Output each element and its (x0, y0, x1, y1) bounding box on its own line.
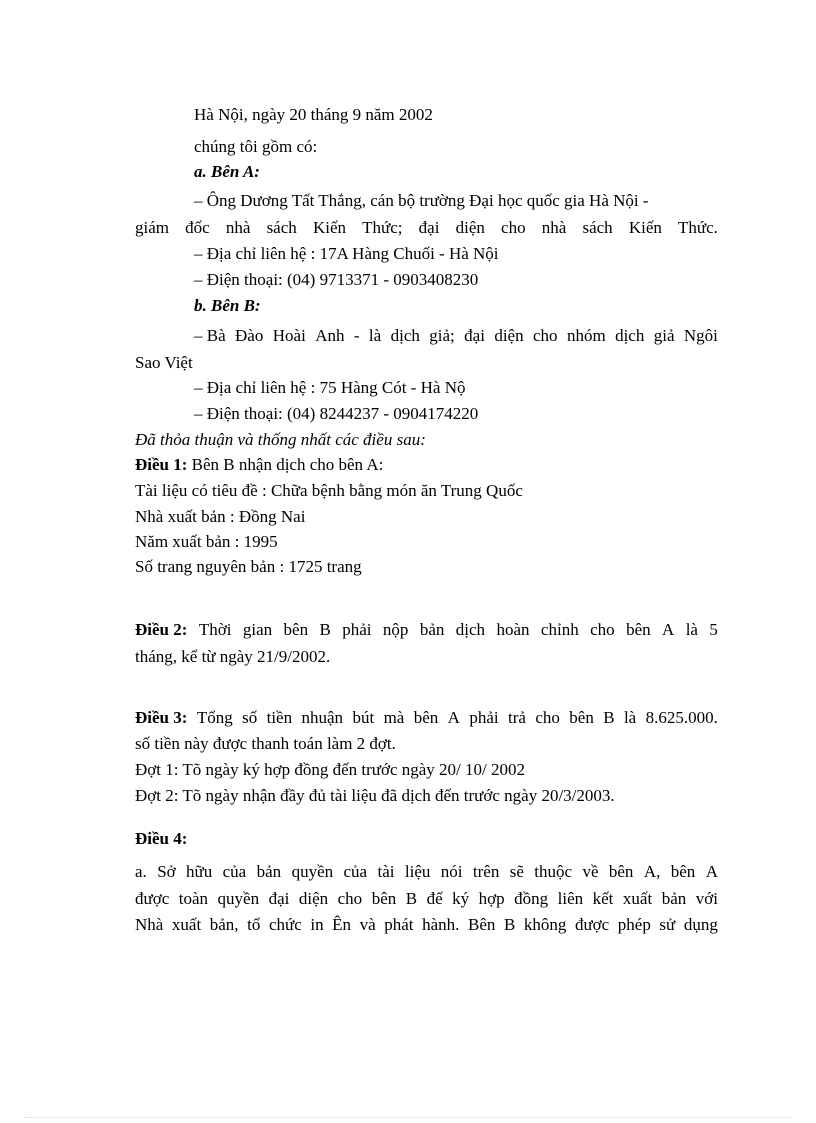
word: trả (508, 708, 526, 727)
article3-line2: số tiền này được thanh toán làm 2 đợt. (135, 734, 396, 753)
article1-publisher-line: Nhà xuất bản : Đồng Nai (135, 507, 306, 526)
word: tài (377, 862, 395, 881)
article2-line2: tháng, kể từ ngày 21/9/2002. (135, 647, 331, 666)
word: bản (419, 620, 445, 639)
word: nhuận (301, 708, 344, 727)
party-b-address: – Địa chỉ liên hệ : 75 Hàng Cót - Hà Nộ (194, 378, 466, 397)
word: 5 (709, 620, 718, 639)
word: cho (535, 708, 560, 727)
article3-installment1: Đợt 1: Tõ ngày ký hợp đồng đến trước ngày 20/ 10/ 2002 (135, 760, 525, 779)
word: A (447, 708, 460, 727)
party-a-address: – Địa chỉ liên hệ : 17A Hàng Chuối - Hà Nội (194, 244, 499, 263)
party-a-rep-text: – Ông Dương Tất Thắng, cán bộ trường Đại học quốc gia Hà Nội - (194, 191, 649, 210)
word: xuất (622, 889, 653, 908)
word: của (222, 862, 247, 881)
word: hữu (186, 862, 213, 881)
word: nhóm (566, 326, 606, 345)
party-a-heading: a. Bên A: (194, 162, 260, 181)
word: đại (418, 218, 440, 237)
party-b-phone: – Điện thoại: (04) 8244237 - 0904174220 (194, 404, 479, 423)
word: - (353, 326, 360, 345)
article1-label: Điều 1: (135, 455, 188, 474)
word: nộp (382, 620, 409, 639)
article1-year-line: Năm xuất bản : 1995 (135, 532, 278, 551)
article3-installment2: Đợt 2: Tõ ngày nhận đầy đủ tài liệu đã dịch đến trước ngày 20/3/2003. (135, 786, 615, 805)
word: là (368, 326, 382, 345)
word: B (603, 708, 615, 727)
word: sẽ (509, 862, 524, 881)
word: B (405, 889, 418, 908)
article4-label: Điều 4: (135, 829, 188, 848)
word: xuất (171, 915, 202, 934)
date-line: Hà Nội, ngày 20 tháng 9 năm 2002 (194, 105, 433, 124)
word: đốc (185, 218, 210, 237)
word: mà (383, 708, 405, 727)
word: về (582, 862, 599, 881)
word: cho (337, 889, 363, 908)
word: dịch (615, 326, 645, 345)
word: Thức. (678, 218, 718, 237)
party-b-rep-line1 (194, 326, 718, 346)
word: đại (464, 326, 485, 345)
word: – Bà (194, 326, 226, 345)
word: A (705, 862, 718, 881)
article2-line1 (135, 620, 718, 640)
word: quyền (217, 889, 260, 908)
word: Sở (157, 862, 176, 881)
word: Hoài (272, 326, 306, 345)
word: sử (659, 915, 676, 934)
word: được (574, 915, 610, 934)
word: liên (557, 889, 584, 908)
word: dịch (390, 326, 420, 345)
word: Anh (315, 326, 345, 345)
word: bên (670, 862, 696, 881)
word: được (135, 889, 170, 908)
word: bên (283, 620, 309, 639)
party-a-rep-line2 (135, 218, 718, 238)
word: in (310, 915, 324, 934)
word: phải (342, 620, 372, 639)
word: bản, (209, 915, 239, 934)
word: a. (135, 862, 147, 881)
word: giám (135, 218, 169, 237)
word: giả (653, 326, 675, 345)
word: Bên (467, 915, 496, 934)
word: Tổng (196, 708, 233, 727)
word: của (343, 862, 368, 881)
article1-text: Bên B nhận dịch cho bên A: (187, 455, 384, 474)
agreement-line: Đã thỏa thuận và thống nhất các điều sau: (135, 430, 426, 449)
word: để (426, 889, 443, 908)
article1-line (135, 455, 383, 475)
word: thuộc (534, 862, 573, 881)
word: chức (268, 915, 302, 934)
article4-line1 (135, 862, 718, 882)
word: số (242, 708, 258, 727)
word: Đào (235, 326, 264, 345)
word: bên (371, 889, 397, 908)
word: A (662, 620, 675, 639)
party-a-phone: – Điện thoại: (04) 9713371 - 0903408230 (194, 270, 479, 289)
word: Kiến (312, 218, 346, 237)
word: cho (501, 218, 526, 237)
word: là (623, 708, 637, 727)
word: ký (452, 889, 470, 908)
article4-line3 (135, 915, 718, 935)
word: Thức; (362, 218, 403, 237)
article3-label: Điều 3: (135, 708, 188, 727)
party-a-rep-line1 (194, 191, 718, 211)
article1-title-line: Tài liệu có tiêu đề : Chữa bệnh bằng món ăn Trung Quốc (135, 481, 523, 500)
word: dịch (455, 620, 486, 639)
word: hành. (422, 915, 460, 934)
word: bên (413, 708, 439, 727)
word: nhà (225, 218, 251, 237)
word: tiền (266, 708, 293, 727)
word: và (359, 915, 376, 934)
word: gian (242, 620, 273, 639)
word: phát (384, 915, 414, 934)
article4-line2 (135, 889, 718, 909)
word: kết (592, 889, 614, 908)
word: giả; (429, 326, 455, 345)
party-b-heading: b. Bên B: (194, 296, 261, 315)
word: nói (440, 862, 463, 881)
word: với (695, 889, 718, 908)
word: bên (608, 862, 634, 881)
word: phải (469, 708, 499, 727)
word: Kiến (628, 218, 662, 237)
article2-label: Điều 2: (135, 620, 188, 639)
word: Ngôi (683, 326, 718, 345)
word: hợp (478, 889, 505, 908)
word: là (685, 620, 698, 639)
word: hoàn (496, 620, 530, 639)
word: bút (352, 708, 375, 727)
word: đại (268, 889, 290, 908)
word: cho (533, 326, 558, 345)
word: diện (298, 889, 329, 908)
word: B (319, 620, 331, 639)
word: diện (455, 218, 485, 237)
word: Ên (332, 915, 352, 934)
word: trên (472, 862, 500, 881)
word: bên (569, 708, 594, 727)
word: 8.625.000. (645, 708, 718, 727)
word: A, (643, 862, 661, 881)
word: sách (582, 218, 613, 237)
word: dụng (683, 915, 718, 934)
party-b-rep-line2: Sao Việt (135, 353, 193, 372)
word: sách (266, 218, 297, 237)
word: đồng (514, 889, 549, 908)
word: B (503, 915, 516, 934)
word: bản (661, 889, 687, 908)
word: bản (256, 862, 282, 881)
word: chỉnh (540, 620, 579, 639)
word: nhà (541, 218, 567, 237)
word: liệu (404, 862, 431, 881)
article1-pages-line: Số trang nguyên bản : 1725 trang (135, 557, 362, 576)
word: Nhà (135, 915, 164, 934)
word: không (523, 915, 567, 934)
word: diện (494, 326, 524, 345)
word: cho (590, 620, 615, 639)
intro-line: chúng tôi gồm có: (194, 137, 318, 156)
article3-line1 (135, 708, 718, 728)
word: phép (617, 915, 651, 934)
word: bên (626, 620, 651, 639)
word: toàn (178, 889, 209, 908)
page-bottom-rule (24, 1117, 792, 1118)
word: tổ (247, 915, 261, 934)
word: Thời (198, 620, 232, 639)
word: quyền (291, 862, 334, 881)
